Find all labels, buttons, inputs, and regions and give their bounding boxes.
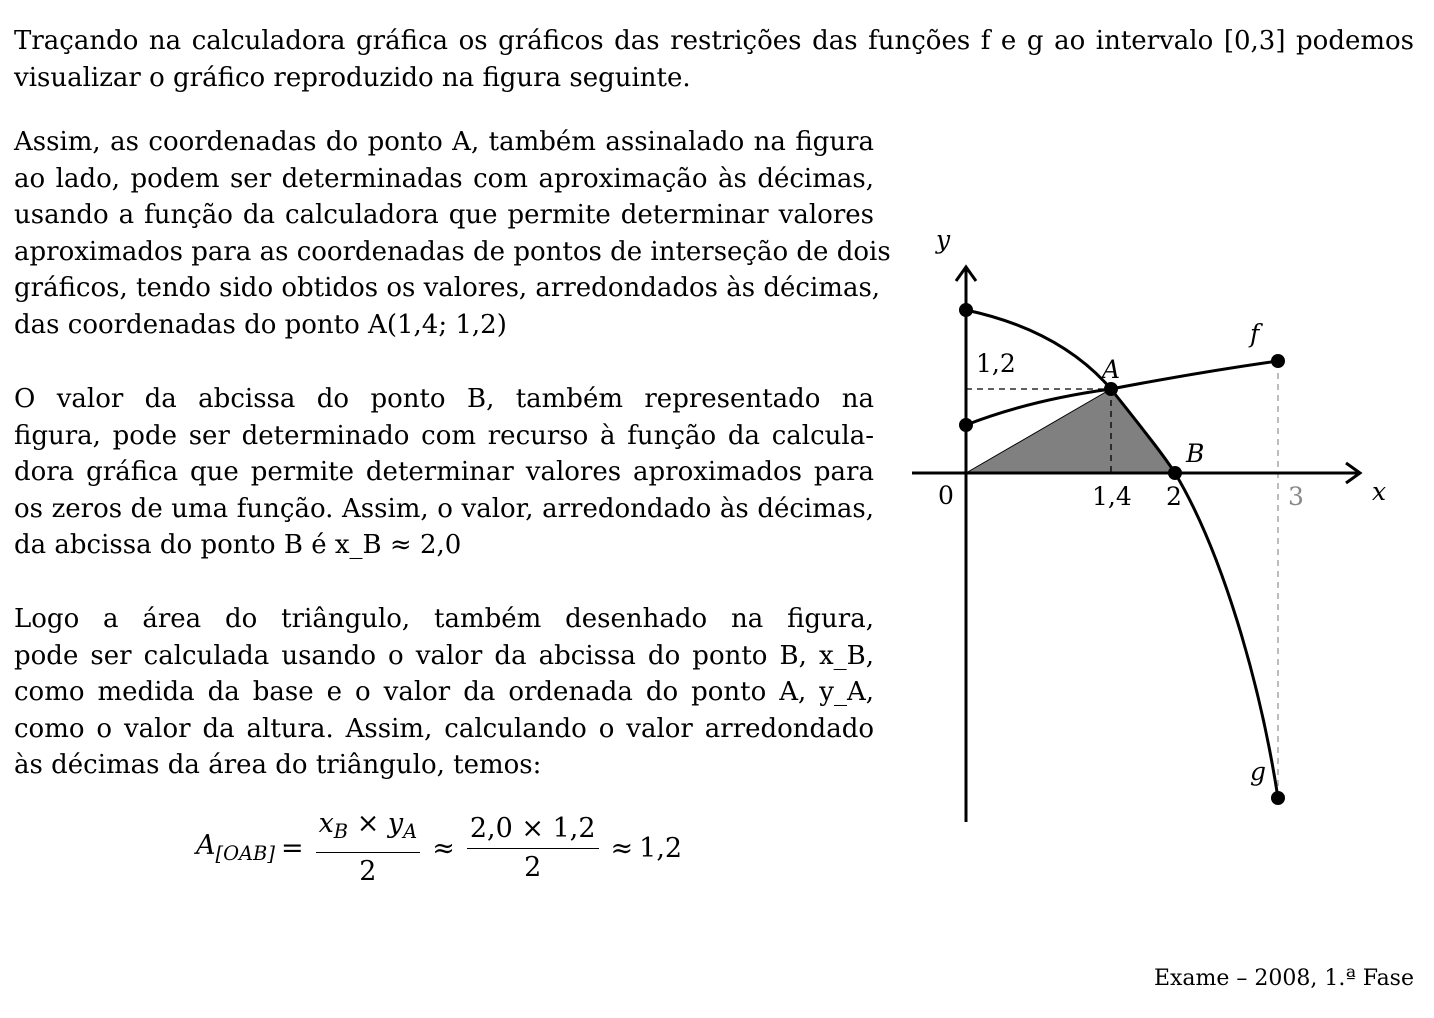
tick-label-1-2: 1,2 <box>976 349 1016 378</box>
point-f-end <box>1271 354 1285 368</box>
point-g-end <box>1271 791 1285 805</box>
area-formula <box>196 808 682 888</box>
p1-line: gráficos, tendo sido obtidos os valores, arredondados às décimas, <box>14 273 881 303</box>
source-citation: Exame – 2008, 1.ª Fase <box>1153 966 1414 991</box>
function-graph <box>900 222 1410 832</box>
formula-fraction-1: $\frac{x_B \times y_A}{2}$ <box>316 808 421 887</box>
curve-g <box>966 310 1278 798</box>
formula-approx-1: ≈ <box>432 832 455 864</box>
curve-f-label: f <box>1250 319 1260 348</box>
formula-equals: = <box>280 832 304 864</box>
tick-label-1-4: 1,4 <box>1092 482 1132 511</box>
p3-line: como medida da base e o valor da ordenada do ponto A, y_A, <box>14 677 874 707</box>
p1-line: aproximados para as coordenadas de pontos de interseção de dois <box>14 236 891 267</box>
paragraph-2 <box>14 381 874 564</box>
p2-line: da abcissa do ponto B é x_B ≈ 2,0 <box>14 530 462 560</box>
p1-line: Assim, as coordenadas do ponto A, também assinalado na figura <box>14 127 874 157</box>
tick-label-2: 2 <box>1166 482 1182 511</box>
p3-line: pode ser calculada usando o valor da abcissa do ponto B, x_B, <box>14 640 874 671</box>
p2-line: O valor da abcissa do ponto B, também representado na <box>14 384 874 414</box>
p3-line: às décimas da área do triângulo, temos: <box>14 750 542 780</box>
p2-line: figura, pode ser determinado com recurso à função da calcula- <box>14 420 874 451</box>
p3-line: Logo a área do triângulo, também desenhado na figura, <box>14 604 874 634</box>
point-f-start <box>959 418 973 432</box>
point-a <box>1104 382 1118 396</box>
x-axis-label: x <box>1372 477 1387 506</box>
point-b-label: B <box>1186 439 1205 468</box>
p1-line: das coordenadas do ponto A(1,4; 1,2) <box>14 309 507 340</box>
formula-result: 1,2 <box>639 832 683 864</box>
tick-label-3: 3 <box>1288 482 1304 511</box>
formula-lhs: $A_{[OAB]}$ <box>196 830 275 866</box>
intro-line-2: visualizar o gráfico reproduzido na figura seguinte. <box>14 62 691 93</box>
point-a-label: A <box>1102 355 1121 384</box>
point-g-start <box>959 303 973 317</box>
point-b <box>1168 466 1182 480</box>
formula-approx-2: ≈ <box>610 832 634 864</box>
p2-line: dora gráfica que permite determinar valores aproximados para <box>14 457 874 487</box>
origin-label: 0 <box>938 481 954 510</box>
paragraph-1 <box>14 124 891 343</box>
curve-g-label: g <box>1250 757 1267 786</box>
paragraph-3 <box>14 601 874 784</box>
intro-paragraph <box>14 23 1414 96</box>
p3-line: como o valor da altura. Assim, calculando o valor arredondado <box>14 713 874 744</box>
p1-line: usando a função da calculadora que permite determinar valores <box>14 200 874 230</box>
y-axis-label: y <box>936 225 951 254</box>
intro-line-1: Traçando na calculadora gráfica os gráficos das restrições das funções f e g ao intervalo [0,3] podemos <box>14 26 1414 56</box>
p2-line: os zeros de uma função. Assim, o valor, arredondado às décimas, <box>14 493 874 524</box>
p1-line: ao lado, podem ser determinadas com aproximação às décimas, <box>14 163 874 194</box>
formula-fraction-2: $\frac{2,0 \times 1,2}{2}$ <box>467 813 599 884</box>
